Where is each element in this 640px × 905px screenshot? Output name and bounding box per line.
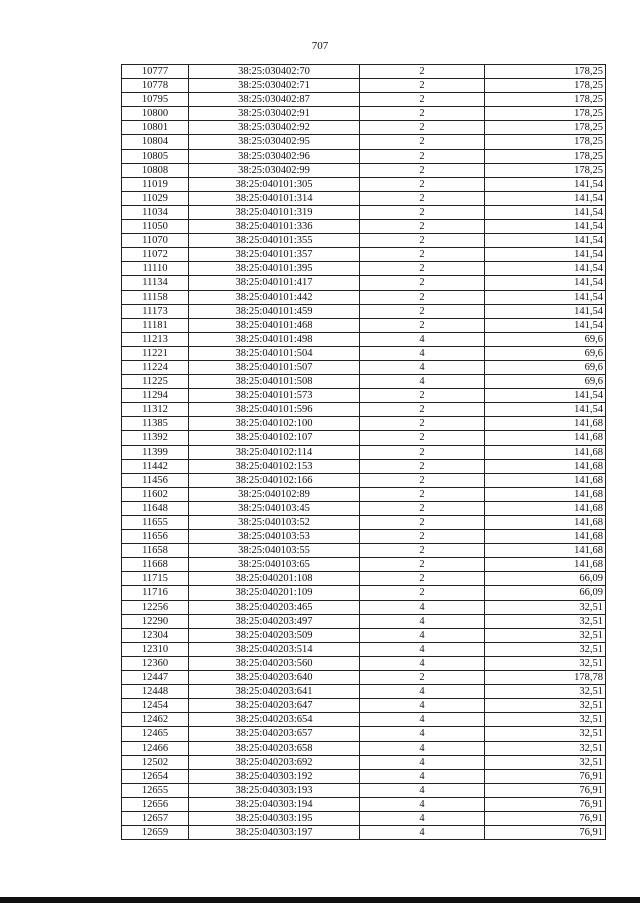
table-row (122, 332, 606, 346)
value-cell: 178,78 (485, 671, 606, 685)
value-cell: 178,25 (485, 107, 606, 121)
cadastral-number-cell: 38:25:040101:357 (189, 248, 360, 262)
cadastral-number-cell: 38:25:040103:52 (189, 516, 360, 530)
cadastral-number-cell: 38:25:040101:442 (189, 290, 360, 304)
table-row (122, 797, 606, 811)
count-cell: 2 (360, 262, 485, 276)
table-row (122, 346, 606, 360)
cadastral-number-cell: 38:25:040103:55 (189, 544, 360, 558)
count-cell: 4 (360, 797, 485, 811)
record-number-cell: 11034 (122, 205, 189, 219)
table-row (122, 93, 606, 107)
record-number-cell: 11158 (122, 290, 189, 304)
cadastral-number-cell: 38:25:040101:305 (189, 177, 360, 191)
value-cell: 141,54 (485, 304, 606, 318)
record-number-cell: 12304 (122, 628, 189, 642)
record-number-cell: 11173 (122, 304, 189, 318)
count-cell: 4 (360, 727, 485, 741)
count-cell: 2 (360, 304, 485, 318)
page-number: 707 (311, 40, 329, 52)
cadastral-number-cell: 38:25:040303:194 (189, 797, 360, 811)
cadastral-number-cell: 38:25:040101:417 (189, 276, 360, 290)
count-cell: 2 (360, 572, 485, 586)
table-row (122, 811, 606, 825)
value-cell: 178,25 (485, 135, 606, 149)
count-cell: 2 (360, 473, 485, 487)
count-cell: 4 (360, 811, 485, 825)
cadastral-number-cell: 38:25:040303:193 (189, 783, 360, 797)
table-row (122, 558, 606, 572)
record-number-cell: 11385 (122, 417, 189, 431)
table-row (122, 642, 606, 656)
cadastral-number-cell: 38:25:040203:658 (189, 741, 360, 755)
record-number-cell: 10804 (122, 135, 189, 149)
table-row (122, 65, 606, 79)
record-number-cell: 11456 (122, 473, 189, 487)
count-cell: 4 (360, 600, 485, 614)
record-number-cell: 11716 (122, 586, 189, 600)
table-row (122, 586, 606, 600)
count-cell: 2 (360, 234, 485, 248)
record-number-cell: 12290 (122, 614, 189, 628)
record-number-cell: 11110 (122, 262, 189, 276)
record-number-cell: 10777 (122, 65, 189, 79)
cadastral-number-cell: 38:25:030402:92 (189, 121, 360, 135)
value-cell: 141,68 (485, 487, 606, 501)
cadastral-number-cell: 38:25:030402:87 (189, 93, 360, 107)
cadastral-number-cell: 38:25:040203:647 (189, 699, 360, 713)
table-row (122, 530, 606, 544)
count-cell: 2 (360, 205, 485, 219)
record-number-cell: 10808 (122, 163, 189, 177)
table-row (122, 205, 606, 219)
value-cell: 66,09 (485, 586, 606, 600)
value-cell: 76,91 (485, 811, 606, 825)
cadastral-number-cell: 38:25:040101:498 (189, 332, 360, 346)
count-cell: 2 (360, 93, 485, 107)
table-row (122, 248, 606, 262)
value-cell: 178,25 (485, 149, 606, 163)
value-cell: 32,51 (485, 614, 606, 628)
count-cell: 2 (360, 431, 485, 445)
cadastral-number-cell: 38:25:030402:70 (189, 65, 360, 79)
table-row (122, 234, 606, 248)
record-number-cell: 12659 (122, 826, 189, 840)
record-number-cell: 12448 (122, 685, 189, 699)
table-row (122, 628, 606, 642)
table-row (122, 304, 606, 318)
count-cell: 4 (360, 755, 485, 769)
count-cell: 2 (360, 65, 485, 79)
record-number-cell: 11213 (122, 332, 189, 346)
count-cell: 2 (360, 79, 485, 93)
table-row (122, 177, 606, 191)
value-cell: 32,51 (485, 685, 606, 699)
table-row (122, 445, 606, 459)
count-cell: 2 (360, 445, 485, 459)
table-row (122, 727, 606, 741)
count-cell: 2 (360, 530, 485, 544)
count-cell: 2 (360, 544, 485, 558)
cadastral-number-cell: 38:25:040102:153 (189, 459, 360, 473)
count-cell: 2 (360, 177, 485, 191)
table-row (122, 290, 606, 304)
cadastral-number-cell: 38:25:040203:640 (189, 671, 360, 685)
value-cell: 178,25 (485, 163, 606, 177)
value-cell: 76,91 (485, 797, 606, 811)
count-cell: 2 (360, 163, 485, 177)
value-cell: 32,51 (485, 755, 606, 769)
value-cell: 141,68 (485, 530, 606, 544)
count-cell: 2 (360, 276, 485, 290)
table-row (122, 755, 606, 769)
table-row (122, 487, 606, 501)
table-row (122, 107, 606, 121)
table-row (122, 671, 606, 685)
record-number-cell: 11655 (122, 516, 189, 530)
value-cell: 141,54 (485, 205, 606, 219)
value-cell: 141,68 (485, 516, 606, 530)
table-row (122, 713, 606, 727)
count-cell: 2 (360, 191, 485, 205)
value-cell: 141,54 (485, 220, 606, 234)
count-cell: 4 (360, 713, 485, 727)
record-number-cell: 11602 (122, 487, 189, 501)
count-cell: 2 (360, 389, 485, 403)
record-number-cell: 12655 (122, 783, 189, 797)
cadastral-number-cell: 38:25:040203:657 (189, 727, 360, 741)
value-cell: 141,68 (485, 431, 606, 445)
cadastral-number-cell: 38:25:030402:71 (189, 79, 360, 93)
record-number-cell: 11658 (122, 544, 189, 558)
cadastral-number-cell: 38:25:040203:641 (189, 685, 360, 699)
cadastral-number-cell: 38:25:040203:560 (189, 656, 360, 670)
cadastral-number-cell: 38:25:040103:45 (189, 501, 360, 515)
count-cell: 4 (360, 769, 485, 783)
value-cell: 141,54 (485, 234, 606, 248)
cadastral-number-cell: 38:25:040101:504 (189, 346, 360, 360)
record-number-cell: 11442 (122, 459, 189, 473)
value-cell: 141,68 (485, 445, 606, 459)
count-cell: 2 (360, 501, 485, 515)
count-cell: 2 (360, 135, 485, 149)
record-number-cell: 10800 (122, 107, 189, 121)
record-number-cell: 12310 (122, 642, 189, 656)
table-row (122, 135, 606, 149)
table-row (122, 191, 606, 205)
table-row (122, 403, 606, 417)
cadastral-number-cell: 38:25:040102:114 (189, 445, 360, 459)
count-cell: 4 (360, 656, 485, 670)
cadastral-number-cell: 38:25:040102:166 (189, 473, 360, 487)
record-number-cell: 11029 (122, 191, 189, 205)
data-table (121, 64, 606, 840)
record-number-cell: 12256 (122, 600, 189, 614)
cadastral-number-cell: 38:25:030402:95 (189, 135, 360, 149)
record-number-cell: 12462 (122, 713, 189, 727)
table-row (122, 121, 606, 135)
record-number-cell: 11392 (122, 431, 189, 445)
value-cell: 69,6 (485, 375, 606, 389)
cadastral-number-cell: 38:25:040102:100 (189, 417, 360, 431)
count-cell: 4 (360, 741, 485, 755)
value-cell: 178,25 (485, 121, 606, 135)
count-cell: 4 (360, 346, 485, 360)
cadastral-number-cell: 38:25:040203:514 (189, 642, 360, 656)
record-number-cell: 11221 (122, 346, 189, 360)
value-cell: 141,68 (485, 417, 606, 431)
cadastral-number-cell: 38:25:040201:109 (189, 586, 360, 600)
value-cell: 141,68 (485, 501, 606, 515)
value-cell: 32,51 (485, 727, 606, 741)
table-row (122, 389, 606, 403)
record-number-cell: 11224 (122, 360, 189, 374)
value-cell: 141,54 (485, 276, 606, 290)
table-row (122, 685, 606, 699)
cadastral-number-cell: 38:25:040101:507 (189, 360, 360, 374)
table-row (122, 614, 606, 628)
record-number-cell: 12454 (122, 699, 189, 713)
table-row (122, 741, 606, 755)
count-cell: 2 (360, 248, 485, 262)
bottom-rule (0, 897, 640, 903)
cadastral-number-cell: 38:25:040303:192 (189, 769, 360, 783)
value-cell: 76,91 (485, 769, 606, 783)
table-row (122, 220, 606, 234)
value-cell: 141,54 (485, 403, 606, 417)
count-cell: 4 (360, 699, 485, 713)
cadastral-number-cell: 38:25:040203:509 (189, 628, 360, 642)
value-cell: 32,51 (485, 699, 606, 713)
value-cell: 32,51 (485, 741, 606, 755)
value-cell: 69,6 (485, 346, 606, 360)
cadastral-number-cell: 38:25:040102:89 (189, 487, 360, 501)
record-number-cell: 11181 (122, 318, 189, 332)
count-cell: 2 (360, 290, 485, 304)
cadastral-number-cell: 38:25:040101:319 (189, 205, 360, 219)
cadastral-number-cell: 38:25:040101:459 (189, 304, 360, 318)
count-cell: 2 (360, 149, 485, 163)
value-cell: 141,54 (485, 389, 606, 403)
table-row (122, 699, 606, 713)
value-cell: 32,51 (485, 642, 606, 656)
value-cell: 141,68 (485, 544, 606, 558)
record-number-cell: 10778 (122, 79, 189, 93)
table-row (122, 826, 606, 840)
record-number-cell: 11070 (122, 234, 189, 248)
value-cell: 69,6 (485, 360, 606, 374)
value-cell: 32,51 (485, 713, 606, 727)
cadastral-number-cell: 38:25:040103:53 (189, 530, 360, 544)
record-number-cell: 12360 (122, 656, 189, 670)
count-cell: 4 (360, 826, 485, 840)
value-cell: 141,68 (485, 473, 606, 487)
record-number-cell: 12654 (122, 769, 189, 783)
cadastral-number-cell: 38:25:040203:465 (189, 600, 360, 614)
table-row (122, 473, 606, 487)
record-number-cell: 10805 (122, 149, 189, 163)
value-cell: 69,6 (485, 332, 606, 346)
record-number-cell: 12447 (122, 671, 189, 685)
value-cell: 76,91 (485, 783, 606, 797)
record-number-cell: 12502 (122, 755, 189, 769)
table-body (122, 65, 606, 840)
record-number-cell: 11134 (122, 276, 189, 290)
record-number-cell: 11656 (122, 530, 189, 544)
table-row (122, 149, 606, 163)
count-cell: 2 (360, 586, 485, 600)
table-row (122, 262, 606, 276)
value-cell: 141,54 (485, 177, 606, 191)
record-number-cell: 11668 (122, 558, 189, 572)
value-cell: 178,25 (485, 65, 606, 79)
value-cell: 32,51 (485, 628, 606, 642)
count-cell: 2 (360, 121, 485, 135)
record-number-cell: 10801 (122, 121, 189, 135)
count-cell: 4 (360, 783, 485, 797)
cadastral-number-cell: 38:25:040103:65 (189, 558, 360, 572)
table-row (122, 417, 606, 431)
cadastral-number-cell: 38:25:040203:692 (189, 755, 360, 769)
value-cell: 141,54 (485, 262, 606, 276)
value-cell: 32,51 (485, 600, 606, 614)
cadastral-number-cell: 38:25:040101:395 (189, 262, 360, 276)
value-cell: 178,25 (485, 93, 606, 107)
record-number-cell: 11019 (122, 177, 189, 191)
cadastral-number-cell: 38:25:040101:596 (189, 403, 360, 417)
count-cell: 2 (360, 220, 485, 234)
count-cell: 4 (360, 375, 485, 389)
table-row (122, 544, 606, 558)
table-row (122, 501, 606, 515)
value-cell: 178,25 (485, 79, 606, 93)
record-number-cell: 11312 (122, 403, 189, 417)
table-row (122, 375, 606, 389)
count-cell: 2 (360, 107, 485, 121)
count-cell: 2 (360, 487, 485, 501)
record-number-cell: 12465 (122, 727, 189, 741)
record-number-cell: 10795 (122, 93, 189, 107)
count-cell: 4 (360, 628, 485, 642)
cadastral-number-cell: 38:25:040101:336 (189, 220, 360, 234)
value-cell: 141,54 (485, 318, 606, 332)
value-cell: 141,68 (485, 558, 606, 572)
cadastral-number-cell: 38:25:030402:91 (189, 107, 360, 121)
count-cell: 2 (360, 459, 485, 473)
table-row (122, 572, 606, 586)
table-row (122, 318, 606, 332)
value-cell: 76,91 (485, 826, 606, 840)
record-number-cell: 11399 (122, 445, 189, 459)
record-number-cell: 12466 (122, 741, 189, 755)
cadastral-number-cell: 38:25:040303:197 (189, 826, 360, 840)
cadastral-number-cell: 38:25:030402:96 (189, 149, 360, 163)
record-number-cell: 11715 (122, 572, 189, 586)
record-number-cell: 11050 (122, 220, 189, 234)
count-cell: 2 (360, 558, 485, 572)
cadastral-number-cell: 38:25:030402:99 (189, 163, 360, 177)
cadastral-number-cell: 38:25:040102:107 (189, 431, 360, 445)
count-cell: 2 (360, 516, 485, 530)
table-row (122, 783, 606, 797)
record-number-cell: 11225 (122, 375, 189, 389)
cadastral-number-cell: 38:25:040201:108 (189, 572, 360, 586)
cadastral-number-cell: 38:25:040203:497 (189, 614, 360, 628)
value-cell: 141,68 (485, 459, 606, 473)
cadastral-number-cell: 38:25:040101:573 (189, 389, 360, 403)
count-cell: 4 (360, 642, 485, 656)
value-cell: 32,51 (485, 656, 606, 670)
count-cell: 4 (360, 685, 485, 699)
count-cell: 2 (360, 403, 485, 417)
record-number-cell: 11294 (122, 389, 189, 403)
cadastral-number-cell: 38:25:040303:195 (189, 811, 360, 825)
table-row (122, 163, 606, 177)
count-cell: 4 (360, 332, 485, 346)
table-row (122, 459, 606, 473)
table-row (122, 600, 606, 614)
cadastral-number-cell: 38:25:040203:654 (189, 713, 360, 727)
count-cell: 4 (360, 360, 485, 374)
table-row (122, 79, 606, 93)
table-row (122, 431, 606, 445)
cadastral-number-cell: 38:25:040101:314 (189, 191, 360, 205)
record-number-cell: 12656 (122, 797, 189, 811)
table-row (122, 360, 606, 374)
table-row (122, 656, 606, 670)
cadastral-number-cell: 38:25:040101:508 (189, 375, 360, 389)
table-row (122, 516, 606, 530)
count-cell: 2 (360, 671, 485, 685)
count-cell: 2 (360, 318, 485, 332)
count-cell: 4 (360, 614, 485, 628)
table-row (122, 276, 606, 290)
cadastral-number-cell: 38:25:040101:355 (189, 234, 360, 248)
record-number-cell: 11072 (122, 248, 189, 262)
count-cell: 2 (360, 417, 485, 431)
record-number-cell: 11648 (122, 501, 189, 515)
record-number-cell: 12657 (122, 811, 189, 825)
value-cell: 141,54 (485, 191, 606, 205)
value-cell: 141,54 (485, 248, 606, 262)
table-row (122, 769, 606, 783)
cadastral-number-cell: 38:25:040101:468 (189, 318, 360, 332)
value-cell: 66,09 (485, 572, 606, 586)
value-cell: 141,54 (485, 290, 606, 304)
